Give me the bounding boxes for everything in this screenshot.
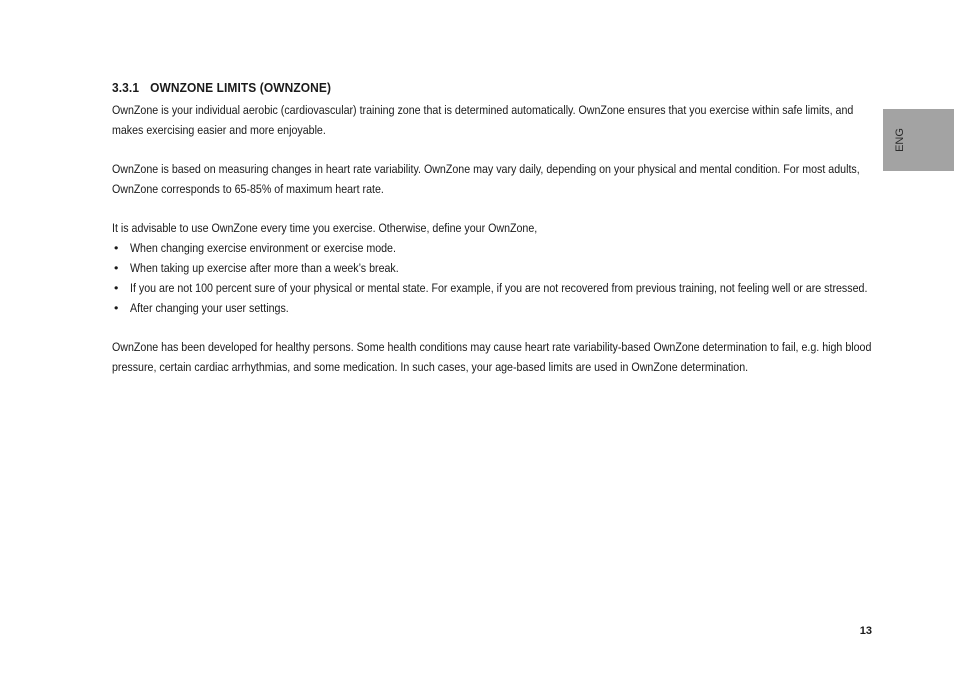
paragraph-health-text: OwnZone has been developed for healthy persons. Some health conditions may cause heart rate variability-based OwnZone determination to fail, e.g. high blood pressure, certain cardiac arrhythmias, and some medication. In such cases, your age-based limits are used in OwnZone determination. [112, 340, 872, 374]
list-item [112, 298, 872, 318]
paragraph-gap [112, 140, 872, 159]
bullet-icon: • [114, 301, 119, 315]
section-heading [112, 80, 811, 96]
paragraph-intro-text: OwnZone is your individual aerobic (cardiovascular) training zone that is determined automatically. OwnZone ensures that you exercise within safe limits, and makes exercising easier and more enjoyable. [112, 103, 854, 137]
paragraph-advice [112, 218, 872, 238]
bullet-icon: • [114, 281, 119, 295]
paragraph-variability-text: OwnZone is based on measuring changes in heart rate variability. OwnZone may vary daily, depending on your physical and mental condition. For most adults, OwnZone corresponds to 65-85% of maximum heart rate. [112, 162, 860, 196]
section-title: OWNZONE LIMITS (OWNZONE) [150, 80, 332, 95]
list-item [112, 258, 872, 278]
list-item-text: After changing your user settings. [130, 301, 289, 315]
bullet-icon: • [114, 261, 119, 275]
bullet-icon: • [114, 241, 119, 255]
paragraph-gap [112, 318, 872, 337]
page-content [112, 80, 872, 377]
list-item-text: If you are not 100 percent sure of your physical or mental state. For example, if you are not recovered from previous training, not feeling well or are stressed. [130, 281, 868, 295]
page-number: 13 [859, 625, 872, 637]
paragraph-advice-text: It is advisable to use OwnZone every time you exercise. Otherwise, define your OwnZone, [112, 221, 538, 235]
paragraph-variability [112, 159, 872, 199]
bullet-list [112, 238, 872, 318]
list-item [112, 278, 872, 298]
paragraph-intro [112, 100, 872, 140]
paragraph-gap [112, 199, 872, 218]
language-tab-label: ENG [894, 128, 906, 152]
list-item-text: When taking up exercise after more than a week’s break. [130, 261, 399, 275]
section-number: 3.3.1 [112, 80, 140, 95]
list-item-text: When changing exercise environment or exercise mode. [130, 241, 396, 255]
list-item [112, 238, 872, 258]
paragraph-health [112, 337, 872, 377]
